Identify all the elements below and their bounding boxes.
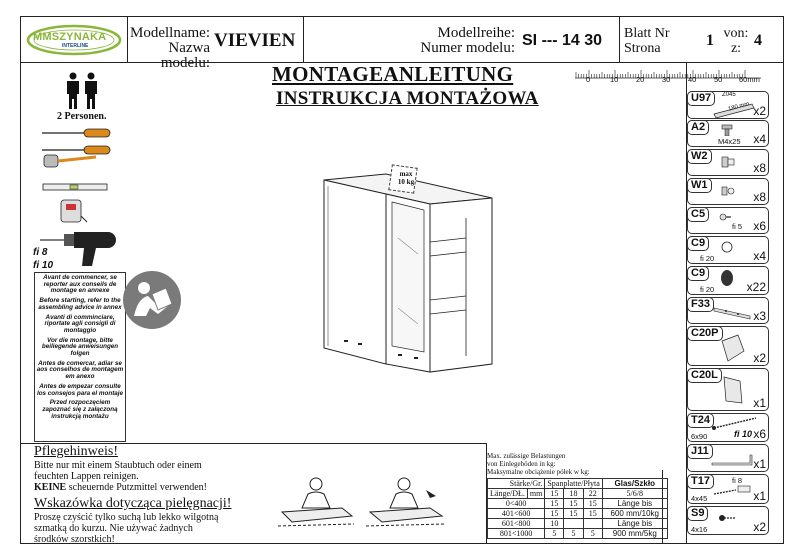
- hardware-code: F33: [687, 297, 714, 312]
- glass-thickness: 5/6/8: [602, 489, 667, 499]
- row-value: [583, 519, 602, 529]
- hardware-qty: x3: [753, 309, 766, 323]
- col-staerke: Stärke/Gr.: [488, 479, 545, 489]
- place-down-pictogram: [362, 474, 450, 535]
- corner-bracket-right-icon: [718, 333, 748, 363]
- model-label-de: Modellname:: [130, 25, 210, 41]
- notice-pt: Antes de comercar, adiar se aos conselhos de montagem em anexo: [36, 359, 124, 381]
- col-spanplatte: Spanplatte/Płyta: [545, 479, 602, 489]
- thickness-22: 22: [583, 489, 602, 499]
- header-sep-3: [619, 16, 620, 62]
- shelf-pin-icon: [718, 210, 732, 224]
- row-glass: 900 mm/5kg: [602, 529, 667, 539]
- hardware-qty: x2: [753, 104, 766, 118]
- notice-pl: Przed rozpoczęciem zapoznać się z załączoną instrukcją montażu: [42, 399, 118, 420]
- series-label-pl: Numer modelu:: [420, 40, 515, 56]
- corner-bracket-left-icon: [718, 375, 748, 407]
- hardware-qty: x6: [753, 427, 766, 441]
- hardware-dim: M4x25: [718, 137, 741, 146]
- hardware-w2: [687, 149, 769, 176]
- hardware-c9-clear: [687, 236, 769, 264]
- hardware-w1: [687, 178, 769, 205]
- notice-es: Antes de empezar consulte los consejos para el montaje: [36, 382, 124, 397]
- hardware-code: A2: [687, 120, 709, 135]
- row-value: [564, 519, 583, 529]
- hardware-dim: 180 mm: [727, 101, 751, 113]
- bolt-icon: [720, 124, 734, 136]
- hardware-dim: 4x45: [691, 494, 708, 503]
- model-label-pl: Nazwa modelu:: [160, 40, 210, 71]
- care-text-de-2: feuchten Lappen reinigen.: [34, 471, 139, 482]
- title-de: MONTAGEANLEITUNG: [272, 62, 514, 86]
- ruler-tick-40: 40: [688, 75, 697, 84]
- ruler-tick-10: 10: [610, 75, 619, 84]
- care-text-pl-2: szmatką do kurzu. Nie używać żadnych: [34, 523, 193, 534]
- hardware-dim: 6x90: [691, 432, 708, 441]
- care-text-pl-3: środków szorstkich!: [34, 534, 115, 545]
- sheet-label-pl: Strona: [624, 41, 661, 56]
- hardware-c9-dark: [687, 266, 769, 295]
- care-heading-pl: Wskazówka dotycząca pielęgnacji!: [34, 496, 232, 511]
- table-row: [488, 499, 668, 509]
- hardware-qty: x4: [753, 249, 766, 263]
- series-number: SI --- 14 30: [522, 32, 603, 49]
- persons-label: 2 Personen.: [57, 111, 107, 122]
- row-range: 401<600: [488, 509, 545, 519]
- hardware-qty: x2: [753, 351, 766, 365]
- hardware-code: T17: [687, 474, 714, 489]
- row-value: 5: [564, 529, 583, 539]
- screw-icon: [718, 512, 738, 524]
- stud-finder-icon: [58, 196, 88, 231]
- hardware-j11: [687, 444, 769, 472]
- ruler-tick-0: 0: [586, 75, 591, 84]
- hardware-code: J11: [687, 444, 713, 459]
- hardware-t17: [687, 474, 769, 504]
- hardware-qty: x1: [753, 489, 766, 503]
- row-range: 0<400: [488, 499, 545, 509]
- brand-logo: [26, 22, 124, 58]
- hardware-code: W1: [687, 178, 712, 193]
- row-value: 15: [564, 509, 583, 519]
- load-table: [487, 478, 668, 539]
- hardware-qty: x1: [753, 396, 766, 410]
- drill-bit-10: fi 10: [33, 260, 54, 271]
- model-name: VIEVIEN: [214, 30, 296, 51]
- max-weight: 10 kg: [397, 178, 415, 186]
- header-sep-2: [303, 16, 304, 62]
- sheet-label-de: Blatt Nr: [624, 26, 670, 41]
- hardware-f33: [687, 297, 769, 324]
- hammer-icon: [40, 149, 100, 178]
- row-value: 15: [583, 499, 602, 509]
- ruler-tick-30: 30: [662, 75, 671, 84]
- hardware-dim: fi 5: [732, 222, 743, 231]
- hardware-dim: fi 20: [700, 254, 715, 263]
- hardware-qty: x1: [753, 457, 766, 471]
- hardware-qty: x22: [746, 280, 766, 294]
- rail-bracket-icon: [712, 304, 752, 320]
- hardware-code: S9: [687, 506, 708, 521]
- hardware-dim: Z045: [722, 92, 736, 98]
- carry-lift-pictogram: [272, 474, 360, 535]
- read-manual-icon: [122, 270, 182, 335]
- hardware-a2: [687, 120, 769, 147]
- care-text-pl-1: Proszę czyścić tylko suchą lub lekko wilgotną: [34, 512, 219, 523]
- notice-it: Avanti di comminciare, riportate agli consigli di montaggio: [44, 313, 116, 334]
- series-label-de: Modellreihe:: [437, 25, 515, 41]
- hardware-code: W2: [687, 149, 712, 164]
- brand-name: MMSZYNAKA: [33, 31, 107, 43]
- hardware-dim: fi 8: [732, 476, 743, 485]
- hardware-c20p: [687, 326, 769, 366]
- hardware-c20l: [687, 368, 769, 411]
- col-mm: mm: [527, 489, 544, 499]
- care-text-de-1: Bitte nur mit einem Staubtuch oder einem: [34, 460, 202, 471]
- hardware-qty: x8: [753, 161, 766, 175]
- hardware-dim: fi 20: [700, 285, 715, 294]
- row-value: 15: [545, 499, 564, 509]
- dowel-icon: [720, 155, 736, 169]
- hardware-code: C9: [687, 236, 709, 251]
- row-glass: Länge bis: [602, 519, 667, 529]
- hardware-t24: [687, 413, 769, 442]
- care-heading-de: Pflegehinweis!: [34, 444, 118, 459]
- hardware-qty: x2: [753, 520, 766, 534]
- notice-de: Vor die montage, bitte beiliegende anweisungen folgen: [41, 336, 119, 358]
- notice-en: Before starting, refer to the assembling advice in annex: [38, 297, 122, 311]
- row-value: 5: [583, 529, 602, 539]
- row-value: 5: [545, 529, 564, 539]
- care-text-de-3-bold: KEINE: [34, 482, 67, 493]
- measuring-ruler: [575, 64, 765, 88]
- hardware-code: C5: [687, 207, 709, 222]
- cam-bolt-icon: [720, 184, 736, 198]
- load-note-3: Maksymalne obciążenie półek w kg:: [487, 468, 590, 476]
- thickness-15: 15: [545, 489, 564, 499]
- thickness-18: 18: [564, 489, 583, 499]
- care-text-de-3: scheuernde Putzmittel verwenden!: [66, 482, 208, 493]
- hardware-code: T24: [687, 413, 714, 428]
- hardware-code: U97: [687, 91, 715, 106]
- drill-bit-8: fi 8: [33, 247, 48, 258]
- col-glas: Glas/Szkło: [602, 479, 667, 489]
- ruler-tick-60: 60mm: [739, 75, 760, 84]
- table-row: [488, 529, 668, 539]
- row-range: 801<1000: [488, 529, 545, 539]
- hardware-s9: [687, 506, 769, 535]
- hardware-code: C20P: [687, 326, 723, 341]
- col-laenge: Länge/DŁ.: [488, 489, 528, 499]
- cover-cap-icon: [718, 269, 736, 287]
- row-value: 15: [564, 499, 583, 509]
- hardware-qty: x8: [753, 190, 766, 204]
- total-sheets: 4: [754, 32, 762, 49]
- row-range: 601<800: [488, 519, 545, 529]
- ruler-tick-50: 50: [714, 75, 723, 84]
- hardware-code: C9: [687, 266, 709, 281]
- hardware-dim: fi 10: [734, 429, 753, 439]
- row-value: 10: [545, 519, 564, 529]
- hardware-dim: 4x16: [691, 525, 708, 534]
- hanging-rail-icon: [710, 453, 754, 467]
- hardware-qty: x6: [753, 219, 766, 233]
- spirit-level-icon: [42, 179, 108, 197]
- row-glass: Länge bis: [602, 499, 667, 509]
- hardware-code: C20L: [687, 368, 722, 383]
- notice-fr: Avant de commencer, se reporter aux conseils de montage en annexe: [43, 274, 117, 295]
- assembly-notice-box: [34, 272, 126, 442]
- hardware-c5: [687, 207, 769, 234]
- row-value: 15: [583, 509, 602, 519]
- title-pl: INSTRUKCJA MONTAŻOWA: [276, 88, 539, 109]
- brand-sub: INTERLINE: [62, 43, 89, 49]
- hardware-u97: [687, 91, 769, 119]
- load-note-1: Max. zulässige Belastungen: [487, 452, 566, 460]
- hardware-qty: x4: [753, 132, 766, 146]
- two-persons-icon: [64, 72, 100, 115]
- row-glass: 600 mm/10kg: [602, 509, 667, 519]
- screw-with-plug-icon: [712, 484, 752, 498]
- of-label-de: von:: [723, 26, 749, 41]
- bumper-pad-icon: [720, 240, 734, 254]
- max-label: max: [399, 170, 413, 178]
- table-row: [488, 519, 668, 529]
- ruler-tick-20: 20: [636, 75, 645, 84]
- load-notes: [487, 452, 590, 476]
- load-note-2: von Einlegeböden in kg:: [487, 460, 556, 468]
- sheet-number: 1: [706, 32, 714, 49]
- table-row: [488, 509, 668, 519]
- row-value: 15: [545, 509, 564, 519]
- of-label-pl: z:: [730, 41, 742, 56]
